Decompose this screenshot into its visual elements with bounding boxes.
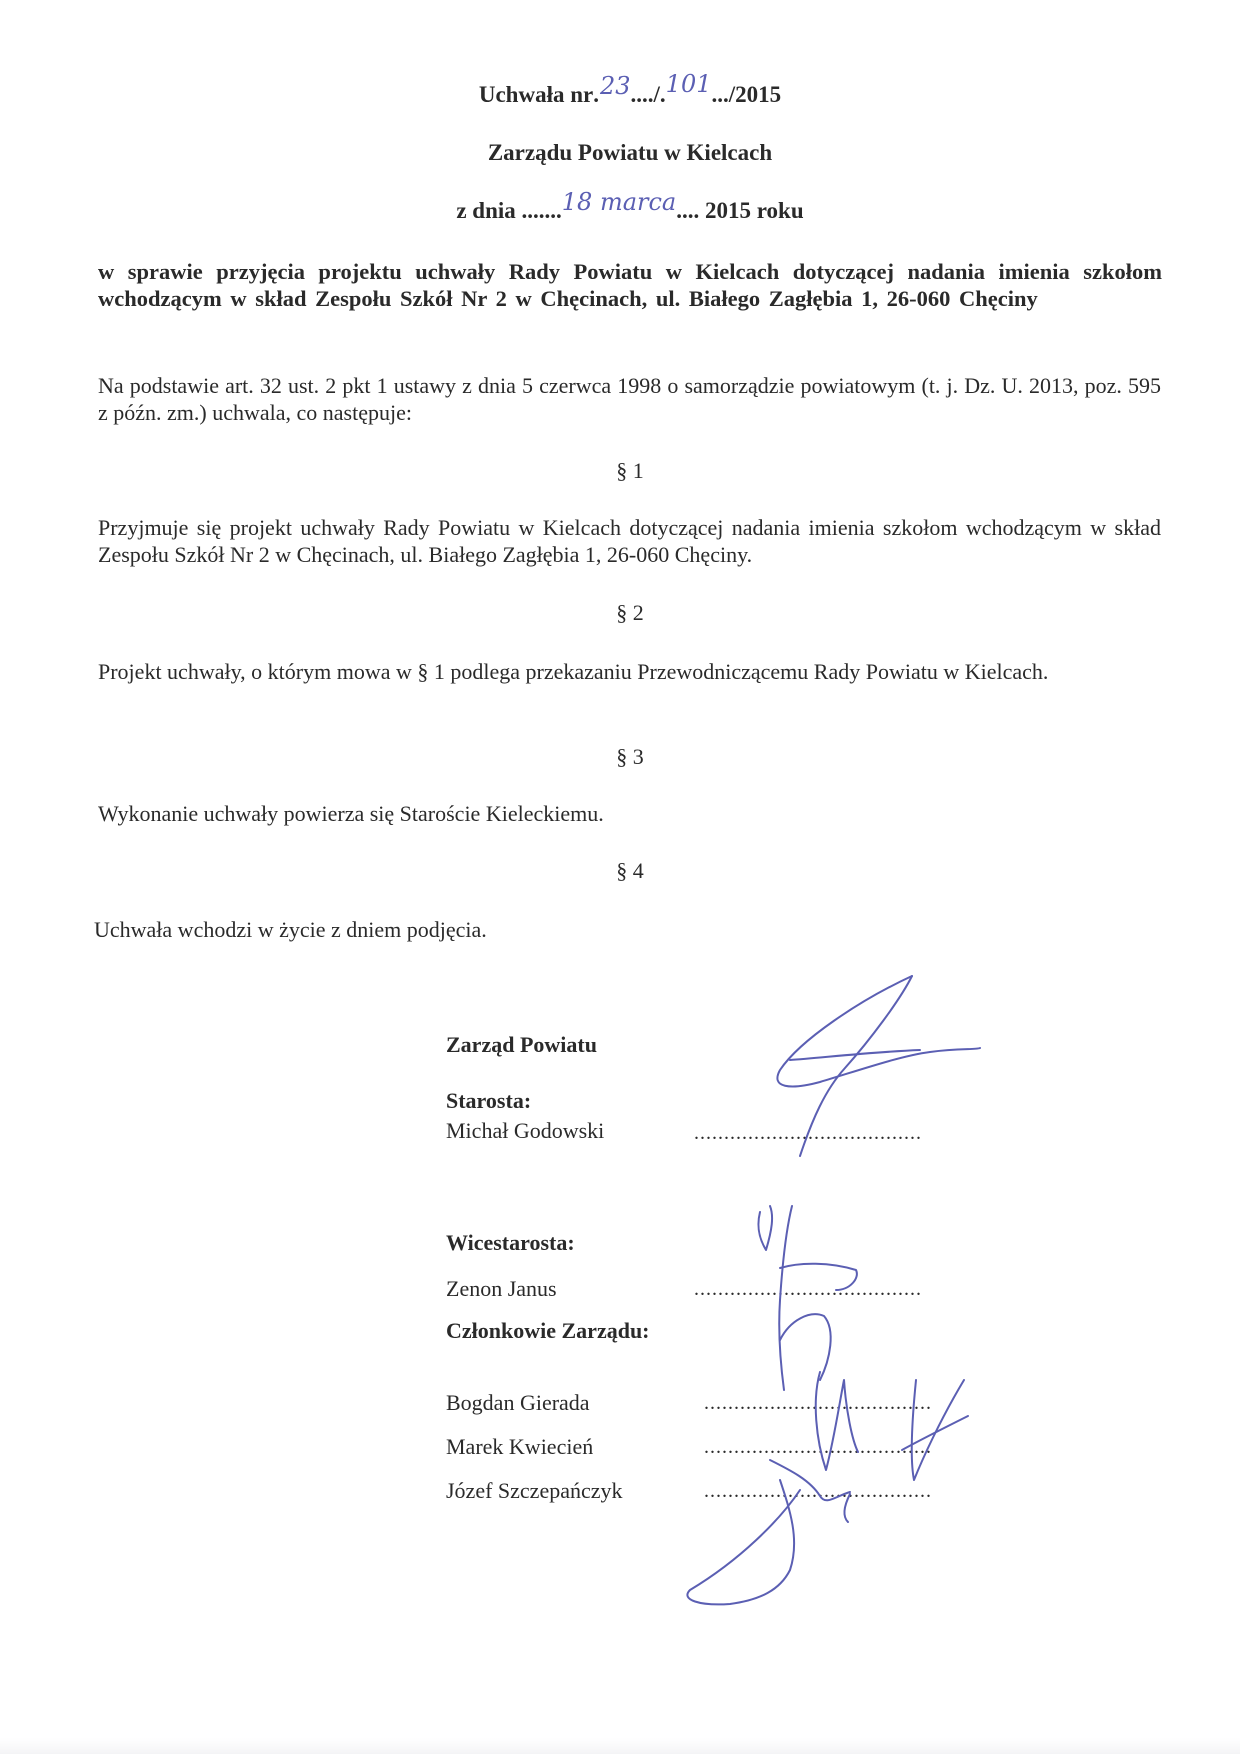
starosta-name: Michał Godowski [446, 1118, 605, 1143]
date-prefix: z dnia [456, 198, 516, 223]
resolution-subject: w sprawie przyjęcia projektu uchwały Rady Powiatu w Kielcach dotyczącej nadania imienia szkołom wchodzącym w skład Zespołu Szkół Nr 2 w Chęcinach, ul. Białego Zagłębia 1, 26-060 Chęciny [98, 259, 1162, 311]
starosta-signature [777, 976, 980, 1086]
wicestarosta-signature [758, 1206, 772, 1250]
section-1-heading: § 1 [616, 458, 644, 483]
wicestarosta-signature-line: ...................................... [694, 1278, 922, 1300]
member-signature-line: ...................................... [704, 1436, 932, 1458]
issuer: Zarządu Powiatu w Kielcach [487, 140, 773, 165]
handwritten-number: 23 [599, 72, 631, 100]
member-name: Józef Szczepańczyk [446, 1478, 623, 1503]
section-4-text: Uchwała wchodzi w życie z dniem podjęcia. [94, 917, 487, 942]
title-prefix: Uchwała nr [478, 82, 594, 107]
members-label: Członkowie Zarządu: [446, 1318, 650, 1343]
title-separator: / [653, 82, 660, 107]
section-3-heading: § 3 [616, 744, 644, 769]
handwritten-date: 18 marca [561, 188, 677, 216]
handwritten-number-2: 101 [665, 70, 712, 98]
section-2-text: Projekt uchwały, o którym mowa w § 1 podlega przekazaniu Przewodniczącemu Rady Powiatu w Kielcach. [98, 659, 1049, 684]
member-name: Bogdan Gierada [446, 1390, 590, 1415]
resolution-date: z dnia .......18 marca.... 2015 roku [456, 188, 804, 223]
section-4-heading: § 4 [616, 858, 644, 883]
section-1-text: Przyjmuje się projekt uchwały Rady Powiatu w Kielcach dotyczącej nadania imienia szkołom wchodzącym w skład Zespołu Szkół Nr 2 w Chęcinach, ul. Białego Zagłębia 1, 26-060 Chęciny. [98, 515, 1161, 567]
legal-basis: Na podstawie art. 32 ust. 2 pkt 1 ustawy z dnia 5 czerwca 1998 o samorządzie powiatowym (t. j. Dz. U. 2013, poz. 595 z późn. zm.) uchwala, co następuje: [98, 373, 1161, 425]
member-signature-line: ...................................... [704, 1480, 932, 1502]
member-signature [816, 1372, 858, 1470]
wicestarosta-name: Zenon Janus [446, 1276, 557, 1301]
board-title: Zarząd Powiatu [446, 1032, 597, 1057]
date-suffix: 2015 roku [705, 198, 804, 223]
member-signature-line: ...................................... [704, 1392, 932, 1414]
section-3-text: Wykonanie uchwały powierza się Staroście Kieleckiemu. [98, 801, 604, 826]
starosta-signature-line: ...................................... [694, 1122, 922, 1144]
wicestarosta-label: Wicestarosta: [446, 1230, 575, 1255]
member-name: Marek Kwiecień [446, 1434, 594, 1459]
starosta-label: Starosta: [446, 1088, 532, 1113]
title-suffix: /2015 [728, 82, 782, 107]
scan-edge [0, 1738, 1240, 1754]
section-2-heading: § 2 [616, 600, 644, 625]
resolution-title: Uchwała nr.23..../.101.../2015 [478, 70, 782, 107]
